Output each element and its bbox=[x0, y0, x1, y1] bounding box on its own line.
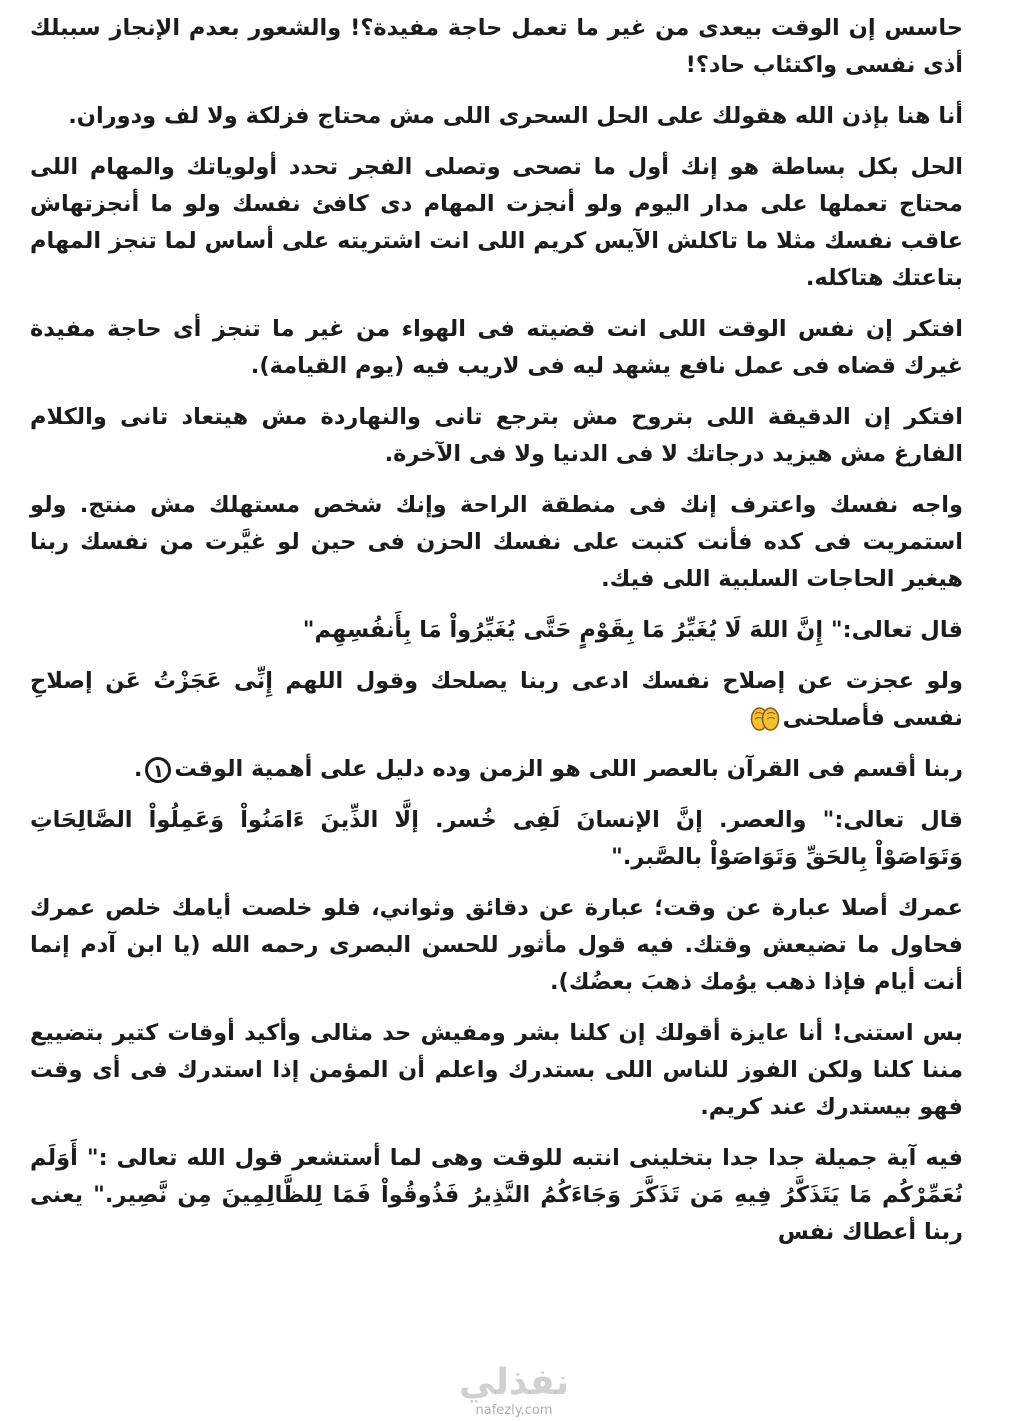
paragraph-12: بس استنى! أنا عايزة أقولك إن كلنا بشر ومفيش حد مثالى وأكيد أوقات كتير بتضييع مننا كلنا ولكن الفوز للناس اللى بستدرك واعلم أن المؤمن إذا استدرك فى أى وقت فهو بيستدرك عند كريم. bbox=[30, 1020, 963, 1120]
paragraph-4: افتكر إن نفس الوقت اللى انت قضيته فى الهواء من غير ما تنجز أى حاجة مفيدة غيرك قضاه فى عمل نافع يشهد ليه فى لاريب فيه (يوم القيامة). bbox=[30, 316, 963, 379]
paragraph-5: افتكر إن الدقيقة اللى بتروح مش بترجع تانى والنهاردة مش هيتعاد تانى والكلام الفارغ مش هيزيد درجاتك لا فى الدنيا ولا فى الآخرة. bbox=[30, 404, 963, 467]
paragraph-13: فيه آية جميلة جدا جدا بتخلينى انتبه للوقت وهى لما أستشعر قول الله تعالى :" أَوَلَم نُعَمِّرْكُم مَا يَتَذَكَّرُ فِيهِ مَن تَذَكَّرَ وَجَاءَكُمُ النَّذِيرُ فَذُوقُواْ فَمَا لِلظَّالِمِينَ مِن نَّصِير." يعنى ربنا أعطاك نفس bbox=[30, 1145, 963, 1245]
paragraph-2: أنا هنا بإذن الله هقولك على الحل السحرى اللى مش محتاج فزلكة ولا لف ودوران. bbox=[68, 103, 963, 129]
quran-quote-2: قال تعالى:" والعصر. إنَّ الإنسانَ لَفِى خُسر. إلَّا الذِّينَ ءَامَنُواْ وَعَمِلُواْ الصَّالِحَاتِ وَتَوَاصَوْاْ بِالحَقِّ وَتَوَاصَوْاْ بالصَّبر." bbox=[30, 807, 963, 870]
paragraph-9-text: ربنا أقسم فى القرآن بالعصر اللى هو الزمن وده دليل على أهمية الوقت bbox=[174, 756, 963, 782]
watermark-logo: نفذلي bbox=[459, 1362, 570, 1403]
paragraph-8-text: ولو عجزت عن إصلاح نفسك ادعى ربنا يصلحك وقول اللهم إِنِّى عَجَزْتُ عَن إصلاحِ نفسى فأصلحنى bbox=[30, 668, 963, 731]
watermark-url: nafezly.com bbox=[475, 1403, 553, 1418]
pleading-hands-icon bbox=[750, 706, 780, 732]
paragraph-9 bbox=[30, 751, 963, 788]
paragraph-11: عمرك أصلا عبارة عن وقت؛ عبارة عن دقائق وثواني، فلو خلصت أيامك خلص عمرك فحاول ما تضيعش وقتك. فيه قول مأثور للحسن البصرى رحمه الله (يا ابن آدم إنما أنت أيام فإذا ذهب يوُمك ذهبَ بعضُك). bbox=[30, 895, 963, 995]
circled-number-one: ١ bbox=[145, 757, 171, 783]
watermark bbox=[459, 1363, 569, 1419]
paragraph-3: الحل بكل بساطة هو إنك أول ما تصحى وتصلى الفجر تحدد أولوياتك والمهام اللى محتاج تعملها على مدار اليوم ولو أنجزت المهام دى كافئ نفسك ولو ما أنجزتهاش عاقب نفسك مثلا ما تاكلش الآيس كريم اللى انت اشتريته على أساس لما تنجز المهام بتاعتك هتاكله. bbox=[30, 154, 963, 291]
paragraph-1: حاسس إن الوقت بيعدى من غير ما تعمل حاجة مفيدة؟! والشعور بعدم الإنجاز سببلك أذى نفسى واكتئاب حاد؟! bbox=[30, 15, 963, 78]
paragraph-9-end: . bbox=[133, 756, 143, 782]
paragraph-8 bbox=[30, 663, 963, 737]
paragraph-6: واجه نفسك واعترف إنك فى منطقة الراحة وإنك شخص مستهلك مش منتج. ولو استمريت فى كده فأنت كتبت على نفسك الحزن فى حين لو غيَّرت من نفسك ربنا هيغير الحاجات السلبية اللى فيك. bbox=[30, 492, 963, 592]
quran-quote-1: قال تعالى:" إِنَّ اللهَ لَا يُغَيِّرُ مَا بِقَوْمٍ حَتَّى يُغَيِّرُواْ مَا بِأَنفُسِهِم" bbox=[302, 617, 963, 643]
